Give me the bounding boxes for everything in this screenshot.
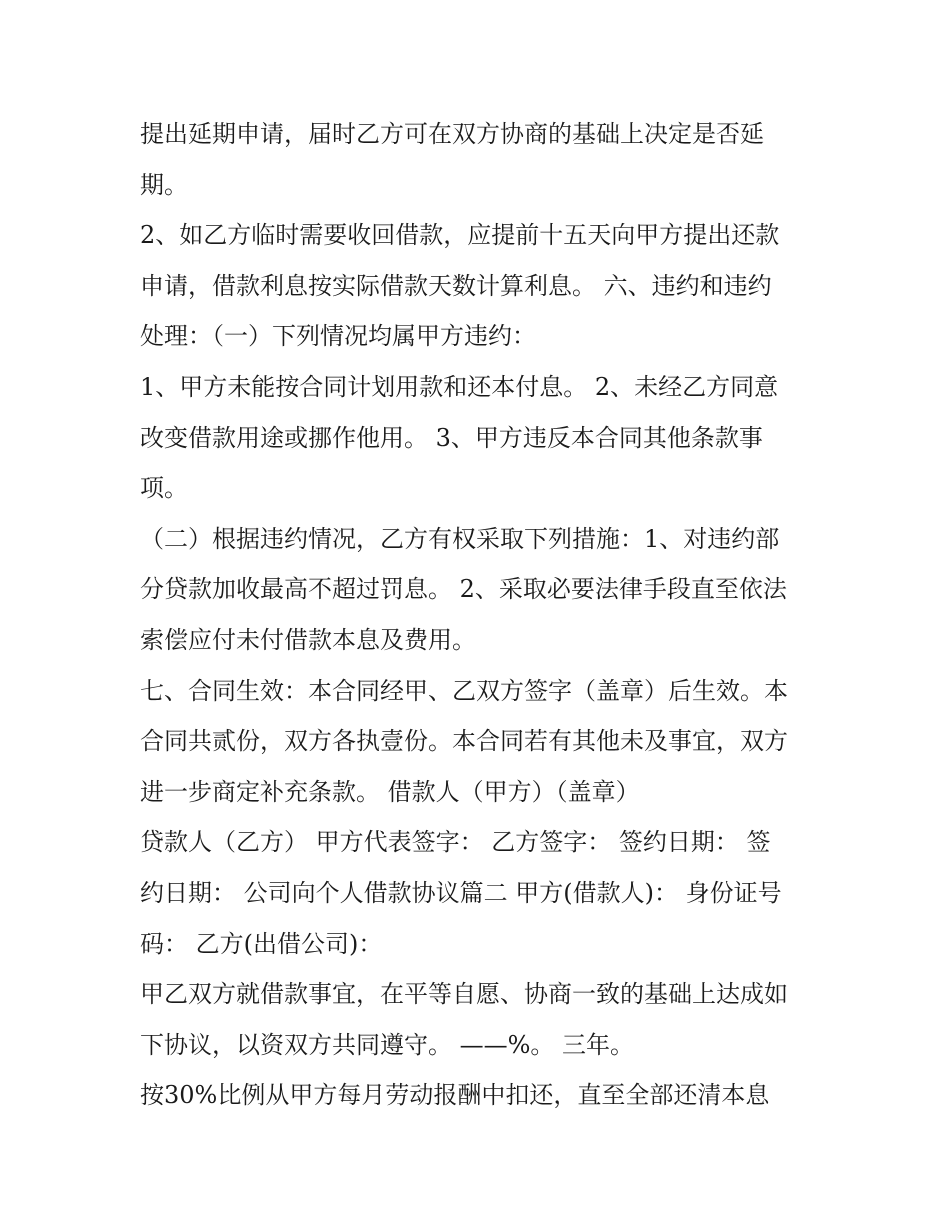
text-line: 索偿应付未付借款本息及费用。 xyxy=(140,625,476,654)
text-line: 进一步商定补充条款。 借款人（甲方）（盖章） xyxy=(140,777,640,806)
text-line: 贷款人（乙方） 甲方代表签字： 乙方签字： 签约日期： 签 xyxy=(140,828,771,857)
document-body xyxy=(140,109,820,1121)
text-line: 约日期： 公司向个人借款协议篇二 甲方(借款人)： 身份证号 xyxy=(140,878,782,907)
text-line: 项。 xyxy=(140,474,188,503)
text-line: 合同共贰份，双方各执壹份。本合同若有其他未及事宜，双方 xyxy=(140,727,788,756)
text-line: 下协议，以资双方共同遵守。 ——%。 三年。 xyxy=(140,1030,635,1059)
text-line: 期。 xyxy=(140,170,188,199)
text-line: 申请，借款利息按实际借款天数计算利息。 六、违约和违约 xyxy=(140,271,772,300)
text-line: （二）根据违约情况，乙方有权采取下列措施：1、对违约部 xyxy=(140,524,780,553)
text-line: 七、合同生效：本合同经甲、乙双方签字（盖章）后生效。本 xyxy=(140,676,788,705)
text-line: 甲乙双方就借款事宜，在平等自愿、协商一致的基础上达成如 xyxy=(140,980,788,1009)
text-line: 分贷款加收最高不超过罚息。 2、采取必要法律手段直至依法 xyxy=(140,575,787,604)
text-line: 码： 乙方(出借公司)： xyxy=(140,929,383,958)
text-line: 改变借款用途或挪作他用。 3、甲方违反本合同其他条款事 xyxy=(140,423,763,452)
text-line: 按30%比例从甲方每月劳动报酬中扣还，直至全部还清本息 xyxy=(140,1081,770,1110)
text-line: 提出延期申请，届时乙方可在双方协商的基础上决定是否延 xyxy=(140,120,764,148)
text-line: 处理：（一）下列情况均属甲方违约： xyxy=(140,322,536,351)
text-line: 1、甲方未能按合同计划用款和还本付息。 2、未经乙方同意 xyxy=(140,372,779,401)
text-line: 2、如乙方临时需要收回借款，应提前十五天向甲方提出还款 xyxy=(140,221,780,250)
